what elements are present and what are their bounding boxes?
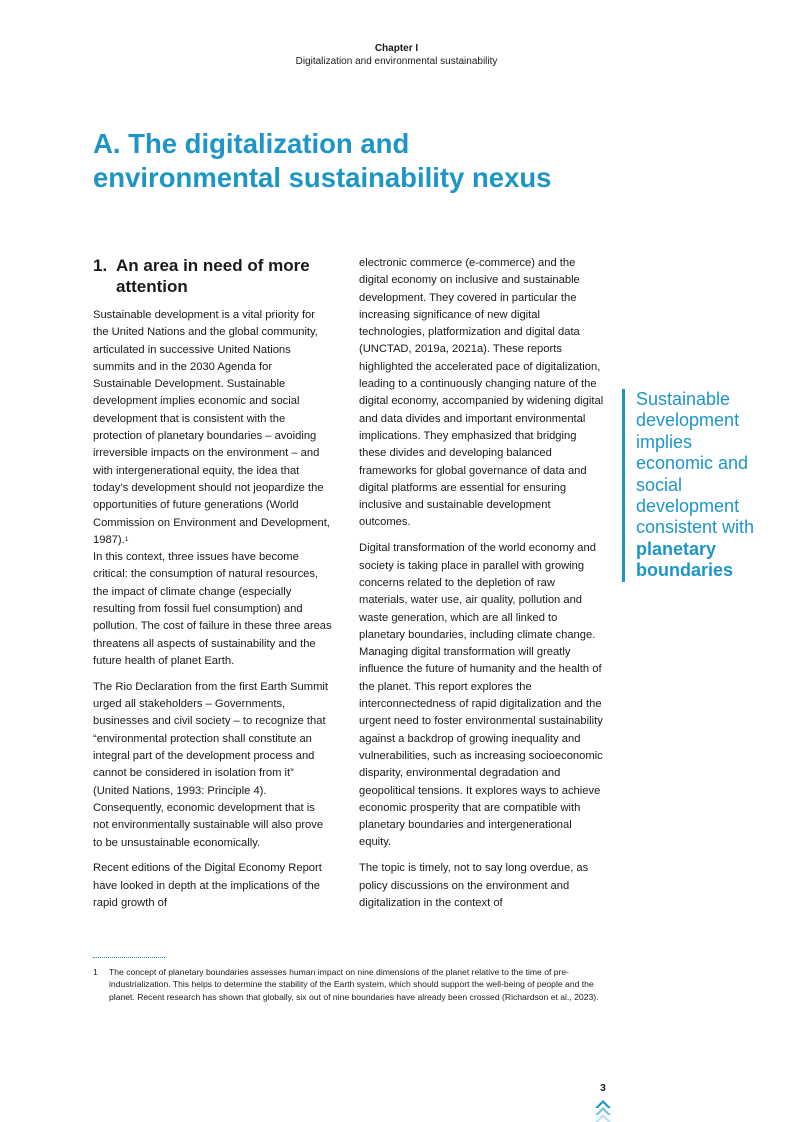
paragraph: Digital transformation of the world economy and society is taking place in parallel with growing concerns related to the depletion of raw materials, water use, air quality, pollution and waste generation, which are all linked to planetary boundaries, including climate change. Managing digital transformation will greatly influence the future of humanity and the health of the planet. This report explores the interconnectedness of rapid digitalization and the urgent need to foster environmental sustainability against a backdrop of growing inequality and vulnerabilities, such as increasing socioeconomic disparity, environmental degradation and geopolitical tensions. It explores ways to achieve economic prosperity that are compatible with planetary boundaries and intergenerational equity. <box>359 542 603 849</box>
footnote-divider <box>93 957 165 958</box>
paragraph: Recent editions of the Digital Economy Report have looked in depth at the implications of the rapid growth of <box>93 862 322 909</box>
paragraph: The Rio Declaration from the first Earth Summit urged all stakeholders – Governments, businesses and civil society – to recognize that “environmental protection shall constitute an integral part of the development process and cannot be considered in isolation from it” (United Nations, 1993: Principle 4). Consequently, economic development that is not environmentally sustainable will also prove to be unsustainable economically. <box>93 680 329 849</box>
paragraph: The topic is timely, not to say long overdue, as policy discussions on the environment and digitalization in the context of <box>359 862 589 909</box>
chevron-up-icon[interactable] <box>593 1098 613 1122</box>
page-title <box>93 127 733 195</box>
chapter-subtitle: Digitalization and environmental sustainability <box>295 56 498 67</box>
footnote <box>93 966 605 1003</box>
pull-quote-emphasis: planetary boundaries <box>636 538 734 581</box>
running-header <box>0 42 793 68</box>
pull-quote-body: Sustainable development implies economic and social development consistent with <box>636 389 755 538</box>
footnote-text: The concept of planetary boundaries assesses human impact on nine dimensions of the planet relative to the time of pre-industrialization. This helps to determine the stability of the Earth system, which should support the well-being of people and the planet. Recent research has shown that globally, six out of nine boundaries have already been crossed (Richardson et al., 2023). <box>109 967 599 1002</box>
page-number: 3 <box>600 1083 606 1094</box>
paragraph-text: Sustainable development is a vital priority for the United Nations and the global community, articulated in successive United Nations summits and in the 2030 Agenda for Sustainable Development. Sustainable development implies economic and social development that is consistent with the protection of planetary boundaries – avoiding irreversible impacts on the environment – and with intergenerational equity, the idea that today’s development should not jeopardize the opportunities of future generations (World Commission on Environment and Development, 1987). <box>93 309 330 546</box>
footnote-reference[interactable]: 1 <box>124 535 129 543</box>
chapter-label: Chapter I <box>374 43 419 54</box>
pull-quote-text <box>636 389 767 582</box>
paragraph <box>93 307 333 670</box>
page-title-line-2: environmental sustainability nexus <box>93 162 552 193</box>
section-heading <box>93 255 333 297</box>
pull-quote <box>622 389 767 582</box>
page-title-line-1: A. The digitalization and <box>93 128 410 159</box>
footnote-number: 1 <box>93 967 98 977</box>
section-number: 1. <box>93 256 108 275</box>
text-column-right <box>359 255 605 921</box>
section-title: An area in need of more attention <box>116 256 310 296</box>
text-column-left <box>93 255 333 921</box>
paragraph-text: In this context, three issues have become critical: the consumption of natural resources, the impact of climate change (especially resulting from fossil fuel consumption) and pollution. The cost of failure in these three areas threatens all aspects of sustainability and the future health of planet Earth. <box>93 551 332 667</box>
paragraph: electronic commerce (e-commerce) and the digital economy on inclusive and sustainable development. They covered in particular the increasing significance of new digital technologies, platformization and digital data (UNCTAD, 2019a, 2021a). These reports highlighted the accelerated pace of digitalization, leading to a continuously changing nature of the digital economy, accompanied by widening digital and data divides and important environmental implications. They emphasized that bridging these divides and developing balanced frameworks for global governance of data and digital platforms are essential for ensuring inclusive and sustainable development outcomes. <box>359 257 604 529</box>
